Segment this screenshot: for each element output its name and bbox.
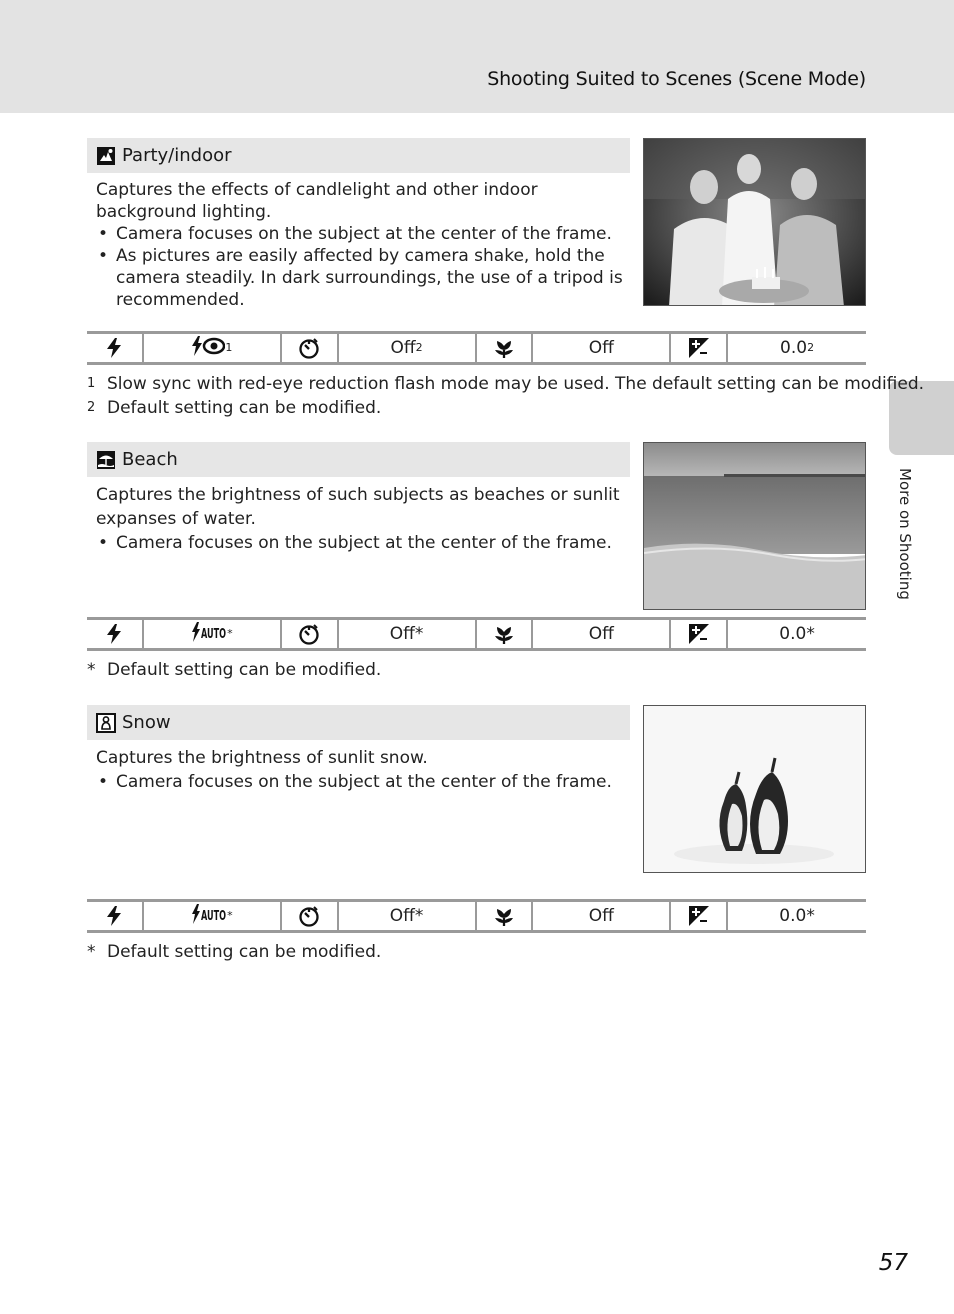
exposure-setting: 0.0* [779,624,815,644]
flash-auto-icon [191,622,227,647]
section-heading [87,705,630,740]
party-indoor-icon [96,146,116,166]
bullet-list [96,223,630,311]
settings-table-party [87,331,866,365]
page-number: 57 [878,1250,908,1276]
flash-setting: 1 [144,334,282,362]
bullet-item: • As pictures are easily affected by camera shake, hold the camera steadily. In dark surroundings, the use of a tripod is recommended. [96,245,630,311]
footnote: 1 Slow sync with red-eye reduction flash mode may be used. The default setting can be modified. [87,374,925,394]
flash-setting: AUTO * [144,902,282,930]
section-heading [87,442,630,477]
snow-icon [96,713,116,733]
settings-table-beach [87,617,866,651]
section-title: Snow [122,712,171,733]
section-snow [87,705,630,794]
beach-icon [96,450,116,470]
footnote: 2 Default setting can be modified. [87,398,382,418]
flash-mode-icon [87,620,144,648]
section-description: Captures the brightness of such subjects as beaches or sunlit expanses of water. [96,485,620,529]
macro-mode-icon [477,620,534,648]
snow-photo [643,705,866,873]
bullet-item: • Camera focuses on the subject at the center of the frame. [96,770,630,794]
party-photo [643,138,866,306]
section-beach [87,442,630,555]
bullet-list [96,531,630,555]
macro-setting: Off [533,902,671,930]
self-timer-icon [282,902,339,930]
exposure-compensation-icon [671,620,728,648]
header-band [0,0,954,113]
self-timer-icon [282,334,339,362]
exposure-compensation-icon [671,902,728,930]
flash-mode-icon [87,902,144,930]
section-party-indoor [87,138,630,311]
macro-setting: Off [533,620,671,648]
self-timer-setting: Off* [339,620,477,648]
beach-photo [643,442,866,610]
section-title: Party/indoor [122,145,232,166]
exposure-setting: 0.0 2 [780,338,815,358]
section-description: Captures the brightness of sunlit snow. [96,748,428,768]
section-title: Beach [122,449,178,470]
side-tab-label: More on Shooting [896,468,914,600]
macro-mode-icon [477,902,534,930]
macro-mode-icon [477,334,534,362]
bullet-list [96,770,630,794]
self-timer-setting: Off* [339,902,477,930]
section-body [87,173,630,311]
footnote: * Default setting can be modified. [87,660,382,680]
exposure-setting: 0.0* [779,906,815,926]
footnote: * Default setting can be modified. [87,942,382,962]
section-heading [87,138,630,173]
section-body [87,477,630,555]
settings-table-snow [87,899,866,933]
self-timer-icon [282,620,339,648]
svg-text:AUTO: AUTO [201,908,227,924]
bullet-item: • Camera focuses on the subject at the center of the frame. [96,531,630,555]
page-title: Shooting Suited to Scenes (Scene Mode) [487,68,866,90]
flash-mode-icon [87,334,144,362]
exposure-compensation-icon [671,334,728,362]
macro-setting: Off [533,334,671,362]
slow-sync-red-eye-icon [191,336,225,361]
section-body [87,740,630,794]
self-timer-setting: Off 2 [339,334,477,362]
flash-auto-icon [191,904,227,929]
bullet-item: • Camera focuses on the subject at the center of the frame. [96,223,630,245]
flash-setting: AUTO * [144,620,282,648]
svg-text:AUTO: AUTO [201,626,227,642]
section-description: Captures the effects of candlelight and other indoor background lighting. [96,180,538,222]
